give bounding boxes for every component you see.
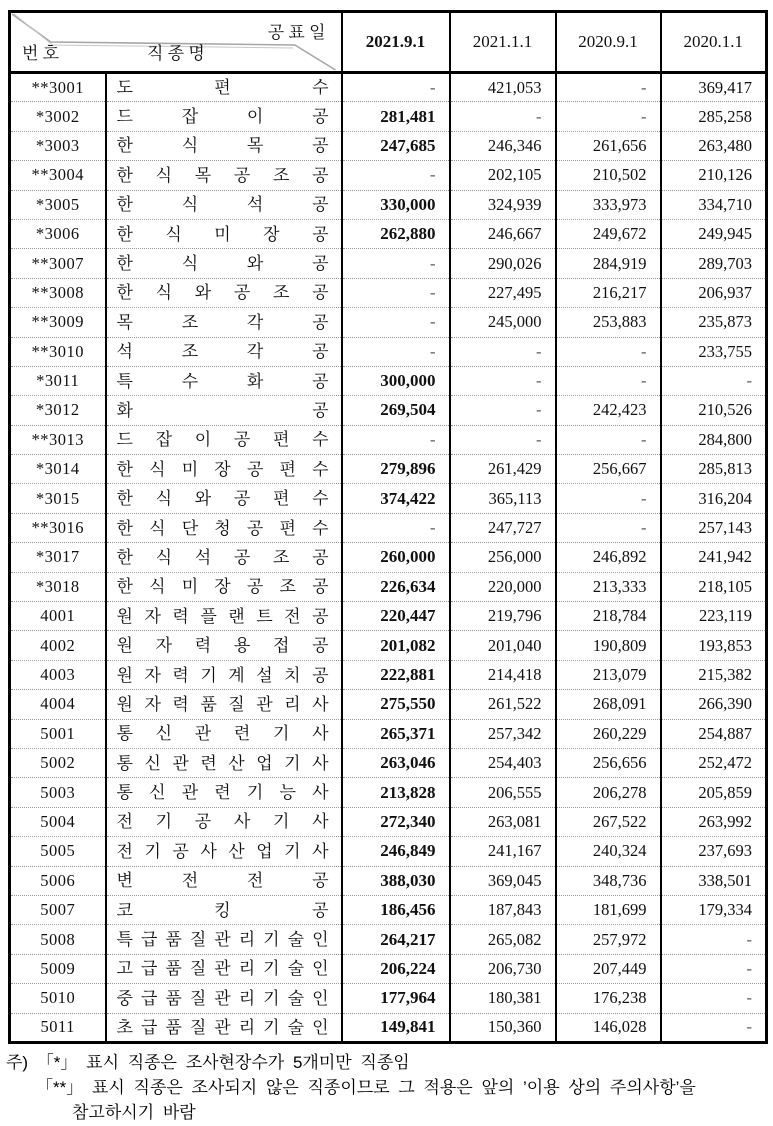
value-cell-2020-9-1: 267,522 bbox=[556, 807, 661, 836]
value-cell-2020-1-1: 193,853 bbox=[661, 631, 767, 660]
value-cell-2021-1-1: 324,939 bbox=[450, 190, 556, 219]
job-name-cell bbox=[106, 748, 342, 777]
value-cell-2021-1-1: 290,026 bbox=[450, 249, 556, 278]
job-name-cell bbox=[106, 249, 342, 278]
job-name-text: 원 자 력 품 질 관 리 사 bbox=[116, 694, 329, 714]
value-cell-2020-9-1: 242,423 bbox=[556, 396, 661, 425]
value-cell-2021-1-1: 265,082 bbox=[450, 925, 556, 954]
job-code-cell: 5011 bbox=[10, 1013, 106, 1042]
value-cell-2020-9-1: 213,079 bbox=[556, 660, 661, 689]
job-name-text: 화 공 bbox=[116, 400, 329, 420]
job-name-text: 드 잡 이 공 편 수 bbox=[116, 430, 329, 450]
job-code-cell: *3005 bbox=[10, 190, 106, 219]
value-cell-2020-1-1: 338,501 bbox=[661, 866, 767, 895]
table-row bbox=[10, 660, 767, 689]
column-header-2020-1-1: 2020.1.1 bbox=[661, 12, 767, 73]
job-name-text: 원 자 력 용 접 공 bbox=[116, 636, 329, 656]
value-cell-2020-1-1: - bbox=[661, 1013, 767, 1042]
table-row bbox=[10, 455, 767, 484]
value-cell-2021-9-1: 300,000 bbox=[342, 366, 450, 395]
value-cell-2020-9-1: 146,028 bbox=[556, 1013, 661, 1042]
job-code-cell: **3007 bbox=[10, 249, 106, 278]
value-cell-2021-9-1: 272,340 bbox=[342, 807, 450, 836]
job-name-cell bbox=[106, 719, 342, 748]
value-cell-2021-1-1: - bbox=[450, 337, 556, 366]
job-code-cell: *3018 bbox=[10, 572, 106, 601]
job-name-cell bbox=[106, 778, 342, 807]
job-name-cell bbox=[106, 866, 342, 895]
table-row bbox=[10, 984, 767, 1013]
value-cell-2021-1-1: 246,667 bbox=[450, 219, 556, 248]
table-row bbox=[10, 131, 767, 160]
footnote-line-1: 주) 「*」 표시 직종은 조사현장수가 5개미만 직종임 bbox=[6, 1053, 410, 1072]
job-code-cell: 4001 bbox=[10, 602, 106, 631]
job-code-cell: 4002 bbox=[10, 631, 106, 660]
value-cell-2021-9-1: 260,000 bbox=[342, 543, 450, 572]
value-cell-2021-9-1: - bbox=[342, 161, 450, 190]
value-cell-2020-1-1: 205,859 bbox=[661, 778, 767, 807]
value-cell-2020-1-1: 263,480 bbox=[661, 131, 767, 160]
value-cell-2021-1-1: 187,843 bbox=[450, 895, 556, 924]
job-code-cell: **3001 bbox=[31, 77, 84, 97]
table-row bbox=[10, 778, 767, 807]
value-cell-2021-1-1: 256,000 bbox=[450, 543, 556, 572]
value-cell-2021-1-1: 214,418 bbox=[450, 660, 556, 689]
job-code-cell: *3014 bbox=[10, 455, 106, 484]
job-code-cell: **3008 bbox=[10, 278, 106, 307]
value-cell-2021-9-1: 388,030 bbox=[342, 866, 450, 895]
value-cell-2021-9-1: 330,000 bbox=[342, 190, 450, 219]
job-name-text: 전 기 공 사 기 사 bbox=[116, 812, 329, 832]
value-cell-2021-1-1: 206,730 bbox=[450, 954, 556, 983]
value-cell-2021-9-1: - bbox=[342, 278, 450, 307]
value-cell-2021-1-1: - bbox=[450, 425, 556, 454]
table-row bbox=[10, 513, 767, 542]
footnote-line-2: 「**」 표시 직종은 조사되지 않은 직종이므로 그 적용은 앞의 ’이용 상의 주의사항’을 bbox=[36, 1078, 696, 1097]
job-code-cell: 4004 bbox=[10, 690, 106, 719]
value-cell-2021-9-1: 213,828 bbox=[342, 778, 450, 807]
value-cell-2021-9-1: 265,371 bbox=[342, 719, 450, 748]
table-row bbox=[10, 837, 767, 866]
table-row bbox=[10, 308, 767, 337]
job-code-cell: **3016 bbox=[10, 513, 106, 542]
value-cell-2020-9-1: 190,809 bbox=[556, 631, 661, 660]
value-cell-2020-9-1: 181,699 bbox=[556, 895, 661, 924]
value-cell-2021-9-1: 269,504 bbox=[342, 396, 450, 425]
job-code-cell: *3003 bbox=[10, 131, 106, 160]
job-name-text: 한 식 미 장 공 조 공 bbox=[116, 577, 329, 597]
table-row bbox=[10, 602, 767, 631]
value-cell-2021-9-1: - bbox=[342, 249, 450, 278]
value-cell-2021-9-1: 247,685 bbox=[342, 131, 450, 160]
value-cell-2020-9-1: - bbox=[556, 337, 661, 366]
value-cell-2021-9-1: 263,046 bbox=[342, 748, 450, 777]
value-cell-2021-1-1: 201,040 bbox=[450, 631, 556, 660]
table-row bbox=[10, 219, 767, 248]
header-row bbox=[10, 12, 767, 73]
value-cell-2021-1-1: 220,000 bbox=[450, 572, 556, 601]
table-row bbox=[10, 73, 767, 102]
value-cell-2021-9-1: 226,634 bbox=[342, 572, 450, 601]
value-cell-2020-9-1: 176,238 bbox=[556, 984, 661, 1013]
value-cell-2020-1-1: 218,105 bbox=[661, 572, 767, 601]
table-row bbox=[10, 425, 767, 454]
value-cell-2020-9-1: - bbox=[556, 366, 661, 395]
value-cell-2021-9-1: 262,880 bbox=[342, 219, 450, 248]
table-row bbox=[10, 278, 767, 307]
value-cell-2021-1-1: 421,053 bbox=[450, 73, 556, 102]
table-row bbox=[10, 807, 767, 836]
table-row bbox=[10, 484, 767, 513]
value-cell-2020-1-1: 206,937 bbox=[661, 278, 767, 307]
corner-label-job-name: 직 종 명 bbox=[147, 44, 205, 63]
footnote-line-3: 참고하시기 바람 bbox=[72, 1103, 196, 1122]
job-code-cell: 5001 bbox=[10, 719, 106, 748]
value-cell-2020-9-1: 213,333 bbox=[556, 572, 661, 601]
value-cell-2020-1-1: - bbox=[661, 954, 767, 983]
job-code-cell: 5007 bbox=[10, 895, 106, 924]
job-name-cell bbox=[106, 660, 342, 689]
value-cell-2020-9-1: 246,892 bbox=[556, 543, 661, 572]
job-name-cell bbox=[106, 161, 342, 190]
value-cell-2021-1-1: - bbox=[450, 366, 556, 395]
job-code-cell: *3002 bbox=[10, 102, 106, 131]
column-header-2021-9-1: 2021.9.1 bbox=[342, 12, 450, 73]
job-code-cell: 5008 bbox=[10, 925, 106, 954]
table-row bbox=[10, 1013, 767, 1042]
job-name-cell bbox=[106, 425, 342, 454]
value-cell-2020-9-1: 256,667 bbox=[556, 455, 661, 484]
value-cell-2020-9-1: 253,883 bbox=[556, 308, 661, 337]
value-cell-2020-1-1: 289,703 bbox=[661, 249, 767, 278]
table-row bbox=[10, 337, 767, 366]
job-name-cell bbox=[106, 807, 342, 836]
value-cell-2020-9-1: 348,736 bbox=[556, 866, 661, 895]
value-cell-2020-1-1: 179,334 bbox=[661, 895, 767, 924]
value-cell-2021-9-1: - bbox=[342, 308, 450, 337]
job-name-text: 도 편 수 bbox=[116, 78, 329, 98]
value-cell-2020-1-1: 334,710 bbox=[661, 190, 767, 219]
job-name-cell bbox=[106, 337, 342, 366]
table-row bbox=[10, 161, 767, 190]
job-name-text: 한 식 목 공 조 공 bbox=[116, 165, 329, 185]
job-code-cell: 4003 bbox=[10, 660, 106, 689]
value-cell-2021-1-1: 365,113 bbox=[450, 484, 556, 513]
job-name-text: 코 킹 공 bbox=[116, 900, 329, 920]
job-code-cell: 5005 bbox=[10, 837, 106, 866]
value-cell-2020-1-1: 285,813 bbox=[661, 455, 767, 484]
job-name-cell bbox=[106, 73, 342, 102]
job-name-cell bbox=[106, 895, 342, 924]
job-code-cell: *3011 bbox=[10, 366, 106, 395]
job-name-text: 통 신 관 련 기 사 bbox=[116, 724, 329, 744]
corner-label-publication-date: 공 표 일 bbox=[267, 23, 326, 42]
job-code-cell: 5009 bbox=[10, 954, 106, 983]
wage-table-container bbox=[8, 10, 768, 1044]
table-row bbox=[10, 572, 767, 601]
value-cell-2021-1-1: - bbox=[450, 396, 556, 425]
job-name-text: 목 조 각 공 bbox=[116, 312, 329, 332]
table-row bbox=[10, 925, 767, 954]
job-name-text: 통 신 관 련 기 능 사 bbox=[116, 783, 329, 803]
value-cell-2021-9-1: - bbox=[342, 425, 450, 454]
value-cell-2020-9-1: 207,449 bbox=[556, 954, 661, 983]
value-cell-2021-1-1: 254,403 bbox=[450, 748, 556, 777]
job-name-cell bbox=[106, 396, 342, 425]
job-name-text: 한 식 와 공 조 공 bbox=[116, 283, 329, 303]
value-cell-2021-1-1: 257,342 bbox=[450, 719, 556, 748]
value-cell-2021-1-1: 369,045 bbox=[450, 866, 556, 895]
job-name-text: 중 급 품 질 관 리 기 술 인 bbox=[116, 988, 329, 1008]
job-name-text: 한 식 와 공 bbox=[116, 254, 329, 274]
value-cell-2021-9-1: - bbox=[342, 513, 450, 542]
job-code-cell: **3010 bbox=[10, 337, 106, 366]
wage-table bbox=[8, 10, 768, 1044]
value-cell-2021-9-1: - bbox=[342, 337, 450, 366]
job-name-cell bbox=[106, 572, 342, 601]
table-row bbox=[10, 366, 767, 395]
table-row bbox=[10, 895, 767, 924]
job-name-text: 한 식 석 공 조 공 bbox=[116, 547, 329, 567]
value-cell-2020-9-1: 206,278 bbox=[556, 778, 661, 807]
value-cell-2021-1-1: 202,105 bbox=[450, 161, 556, 190]
job-name-text: 초 급 품 질 관 리 기 술 인 bbox=[116, 1017, 329, 1037]
value-cell-2020-1-1: 369,417 bbox=[661, 73, 767, 102]
job-name-cell bbox=[106, 219, 342, 248]
value-cell-2020-1-1: 285,258 bbox=[661, 102, 767, 131]
value-cell-2020-9-1: 256,656 bbox=[556, 748, 661, 777]
job-code-cell: *3015 bbox=[10, 484, 106, 513]
job-name-cell bbox=[106, 366, 342, 395]
value-cell-2021-1-1: 180,381 bbox=[450, 984, 556, 1013]
value-cell-2021-9-1: 246,849 bbox=[342, 837, 450, 866]
value-cell-2020-9-1: 210,502 bbox=[556, 161, 661, 190]
value-cell-2021-9-1: 201,082 bbox=[342, 631, 450, 660]
value-cell-2020-9-1: 261,656 bbox=[556, 131, 661, 160]
value-cell-2020-1-1: 263,992 bbox=[661, 807, 767, 836]
table-row bbox=[10, 748, 767, 777]
table-row bbox=[10, 396, 767, 425]
value-cell-2021-9-1: 149,841 bbox=[342, 1013, 450, 1042]
job-name-text: 원 자 력 플 랜 트 전 공 bbox=[116, 606, 329, 626]
job-code-cell: **3004 bbox=[10, 161, 106, 190]
column-header-2021-1-1: 2021.1.1 bbox=[450, 12, 556, 73]
value-cell-2020-1-1: 249,945 bbox=[661, 219, 767, 248]
value-cell-2020-1-1: - bbox=[661, 984, 767, 1013]
job-name-cell bbox=[106, 690, 342, 719]
value-cell-2021-1-1: 227,495 bbox=[450, 278, 556, 307]
job-name-text: 석 조 각 공 bbox=[116, 342, 329, 362]
value-cell-2021-1-1: 219,796 bbox=[450, 602, 556, 631]
job-code-cell: 5003 bbox=[10, 778, 106, 807]
value-cell-2020-1-1: 316,204 bbox=[661, 484, 767, 513]
table-row bbox=[10, 543, 767, 572]
corner-header-cell bbox=[10, 12, 342, 73]
table-row bbox=[10, 102, 767, 131]
value-cell-2020-1-1: 266,390 bbox=[661, 690, 767, 719]
value-cell-2020-1-1: 252,472 bbox=[661, 748, 767, 777]
value-cell-2020-9-1: - bbox=[556, 513, 661, 542]
job-name-cell bbox=[106, 278, 342, 307]
job-name-cell bbox=[106, 308, 342, 337]
value-cell-2020-9-1: 257,972 bbox=[556, 925, 661, 954]
value-cell-2020-1-1: 235,873 bbox=[661, 308, 767, 337]
job-name-text: 변 전 전 공 bbox=[116, 871, 329, 891]
job-code-cell: 5004 bbox=[10, 807, 106, 836]
job-code-cell: *3006 bbox=[10, 219, 106, 248]
value-cell-2021-1-1: 241,167 bbox=[450, 837, 556, 866]
value-cell-2020-1-1: 284,800 bbox=[661, 425, 767, 454]
job-name-text: 한 식 목 공 bbox=[116, 136, 329, 156]
footnotes bbox=[6, 1050, 771, 1125]
job-name-cell bbox=[106, 1013, 342, 1042]
job-name-text: 고 급 품 질 관 리 기 술 인 bbox=[116, 959, 329, 979]
job-name-cell bbox=[106, 455, 342, 484]
job-name-cell bbox=[106, 631, 342, 660]
value-cell-2021-1-1: 261,429 bbox=[450, 455, 556, 484]
value-cell-2021-1-1: 206,555 bbox=[450, 778, 556, 807]
value-cell-2020-1-1: 257,143 bbox=[661, 513, 767, 542]
value-cell-2020-9-1: - bbox=[556, 73, 661, 102]
job-code-cell: 5006 bbox=[10, 866, 106, 895]
job-name-cell bbox=[106, 513, 342, 542]
corner-label-number: 번 호 bbox=[22, 44, 60, 63]
table-row bbox=[10, 631, 767, 660]
value-cell-2020-9-1: 268,091 bbox=[556, 690, 661, 719]
value-cell-2021-9-1: 177,964 bbox=[342, 984, 450, 1013]
value-cell-2021-9-1: 264,217 bbox=[342, 925, 450, 954]
job-name-text: 한 식 미 장 공 bbox=[116, 224, 329, 244]
value-cell-2020-9-1: 333,973 bbox=[556, 190, 661, 219]
job-name-text: 한 식 단 청 공 편 수 bbox=[116, 518, 329, 538]
value-cell-2021-1-1: 245,000 bbox=[450, 308, 556, 337]
value-cell-2021-9-1: - bbox=[342, 73, 450, 102]
value-cell-2021-1-1: 263,081 bbox=[450, 807, 556, 836]
job-name-cell bbox=[106, 602, 342, 631]
job-name-cell bbox=[106, 190, 342, 219]
value-cell-2020-1-1: 241,942 bbox=[661, 543, 767, 572]
job-name-text: 한 식 와 공 편 수 bbox=[116, 489, 329, 509]
job-name-cell bbox=[106, 543, 342, 572]
value-cell-2021-1-1: 150,360 bbox=[450, 1013, 556, 1042]
job-name-text: 통 신 관 련 산 업 기 사 bbox=[116, 753, 329, 773]
job-code-cell: *3012 bbox=[10, 396, 106, 425]
job-name-text: 전 기 공 사 산 업 기 사 bbox=[116, 841, 329, 861]
value-cell-2021-9-1: 222,881 bbox=[342, 660, 450, 689]
value-cell-2021-9-1: 220,447 bbox=[342, 602, 450, 631]
value-cell-2020-9-1: - bbox=[556, 484, 661, 513]
value-cell-2020-1-1: 210,126 bbox=[661, 161, 767, 190]
table-row bbox=[10, 866, 767, 895]
value-cell-2020-1-1: - bbox=[661, 925, 767, 954]
job-name-cell bbox=[106, 925, 342, 954]
job-name-cell bbox=[106, 131, 342, 160]
job-name-cell bbox=[106, 102, 342, 131]
job-name-text: 한 식 미 장 공 편 수 bbox=[116, 459, 329, 479]
value-cell-2021-9-1: 186,456 bbox=[342, 895, 450, 924]
value-cell-2021-9-1: 275,550 bbox=[342, 690, 450, 719]
value-cell-2020-9-1: 249,672 bbox=[556, 219, 661, 248]
value-cell-2020-1-1: 215,382 bbox=[661, 660, 767, 689]
value-cell-2020-9-1: 240,324 bbox=[556, 837, 661, 866]
job-name-text: 한 식 석 공 bbox=[116, 195, 329, 215]
job-name-text: 원 자 력 기 계 설 치 공 bbox=[116, 665, 329, 685]
table-row bbox=[10, 690, 767, 719]
job-code-cell: **3013 bbox=[10, 425, 106, 454]
value-cell-2020-9-1: 218,784 bbox=[556, 602, 661, 631]
job-name-text: 드 잡 이 공 bbox=[116, 107, 329, 127]
value-cell-2021-1-1: 261,522 bbox=[450, 690, 556, 719]
value-cell-2020-1-1: 237,693 bbox=[661, 837, 767, 866]
job-code-cell: **3009 bbox=[10, 308, 106, 337]
value-cell-2020-9-1: - bbox=[556, 102, 661, 131]
value-cell-2020-9-1: 260,229 bbox=[556, 719, 661, 748]
table-row bbox=[10, 190, 767, 219]
value-cell-2021-9-1: 281,481 bbox=[342, 102, 450, 131]
value-cell-2020-9-1: 216,217 bbox=[556, 278, 661, 307]
job-code-cell: 5002 bbox=[10, 748, 106, 777]
value-cell-2021-1-1: - bbox=[450, 102, 556, 131]
value-cell-2021-1-1: 246,346 bbox=[450, 131, 556, 160]
job-name-cell bbox=[106, 984, 342, 1013]
job-code-cell: 5010 bbox=[10, 984, 106, 1013]
job-name-text: 특 급 품 질 관 리 기 술 인 bbox=[116, 930, 329, 950]
value-cell-2021-9-1: 279,896 bbox=[342, 455, 450, 484]
value-cell-2020-1-1: 210,526 bbox=[661, 396, 767, 425]
job-code-cell: *3017 bbox=[10, 543, 106, 572]
value-cell-2021-9-1: 206,224 bbox=[342, 954, 450, 983]
job-name-text: 특 수 화 공 bbox=[116, 371, 329, 391]
value-cell-2021-1-1: 247,727 bbox=[450, 513, 556, 542]
value-cell-2020-1-1: 254,887 bbox=[661, 719, 767, 748]
job-name-cell bbox=[106, 484, 342, 513]
table-row bbox=[10, 719, 767, 748]
job-name-cell bbox=[106, 837, 342, 866]
job-name-cell bbox=[106, 954, 342, 983]
value-cell-2020-1-1: - bbox=[661, 366, 767, 395]
column-header-2020-9-1: 2020.9.1 bbox=[556, 12, 661, 73]
value-cell-2020-9-1: 284,919 bbox=[556, 249, 661, 278]
table-row bbox=[10, 954, 767, 983]
value-cell-2020-9-1: - bbox=[556, 425, 661, 454]
value-cell-2021-9-1: 374,422 bbox=[342, 484, 450, 513]
table-row bbox=[10, 249, 767, 278]
value-cell-2020-1-1: 223,119 bbox=[661, 602, 767, 631]
value-cell-2020-1-1: 233,755 bbox=[661, 337, 767, 366]
